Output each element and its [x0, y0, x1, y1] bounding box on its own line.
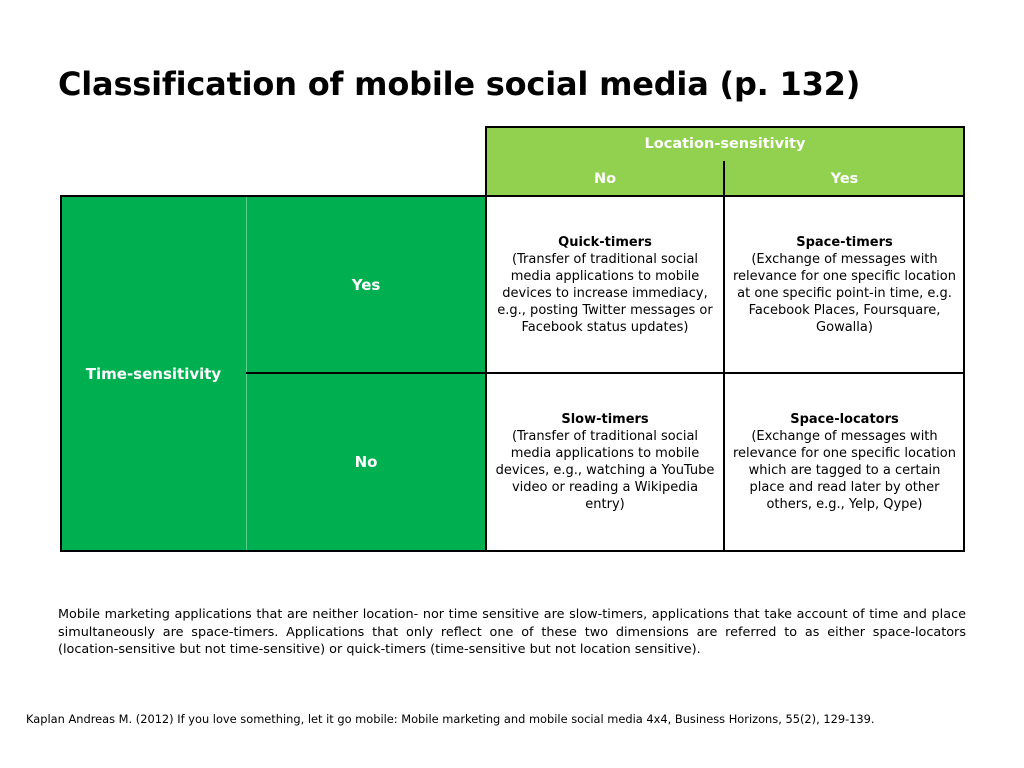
quick-timers-title: Quick-timers	[558, 234, 652, 250]
border-top-body	[60, 195, 965, 197]
location-yes-label: Yes	[830, 170, 859, 187]
time-sensitivity-header	[61, 196, 246, 551]
location-yes-header	[725, 161, 964, 196]
explanation-paragraph: Mobile marketing applications that are neither location- nor time sensitive are slow-timers, applications that take account of time and place simultaneously are space-timers. Applications that only reflect one of these two dimensions are referred to as either space-locators (location-sensitive but not time-sensitive) or quick-timers (time-sensitive but not location sensitive).	[58, 607, 966, 657]
border-right	[963, 126, 965, 552]
border-top-header	[485, 126, 965, 128]
location-sensitivity-header	[486, 127, 964, 161]
quick-timers-description: (Transfer of traditional social media applications to mobile devices to increase immediacy, e.g., posting Twitter messages or Facebook status updates)	[497, 251, 713, 335]
slow-timers-cell	[486, 373, 724, 551]
time-yes-header	[246, 196, 486, 373]
border-left-header	[485, 126, 487, 552]
quick-timers-cell	[486, 196, 724, 373]
space-locators-cell	[725, 373, 964, 551]
slide-title: Classification of mobile social media (p. 132)	[58, 65, 861, 103]
time-sensitivity-label: Time-sensitivity	[85, 364, 222, 383]
location-sensitivity-label: Location-sensitivity	[644, 136, 806, 152]
border-row-mid	[246, 372, 965, 374]
location-no-header	[486, 161, 724, 196]
location-no-label: No	[593, 170, 617, 187]
slow-timers-description: (Transfer of traditional social media applications to mobile devices, e.g., watching a YouTube video or reading a Wikipedia entry)	[495, 429, 715, 512]
space-locators-description: (Exchange of messages with relevance for one specific location which are tagged to a certain place and read later by other others, e.g., Yelp, Qype)	[732, 429, 956, 512]
border-bottom	[60, 550, 965, 552]
time-yes-label: Yes	[351, 275, 381, 294]
time-no-header	[246, 373, 486, 551]
time-no-label: No	[354, 453, 378, 471]
border-header-mid	[723, 161, 725, 552]
border-left-body	[60, 195, 62, 552]
space-timers-title: Space-timers	[796, 234, 893, 250]
space-timers-cell	[725, 196, 964, 373]
space-locators-title: Space-locators	[790, 412, 899, 427]
source-citation: Kaplan Andreas M. (2012) If you love something, let it go mobile: Mobile marketing and mobile social media 4x4, Business Horizons, 55(2), 129-139.	[26, 712, 875, 726]
slow-timers-title: Slow-timers	[561, 412, 649, 427]
space-timers-description: (Exchange of messages with relevance for one specific location at one specific point-in time, e.g. Facebook Places, Foursquare, Gowalla)	[732, 251, 956, 335]
